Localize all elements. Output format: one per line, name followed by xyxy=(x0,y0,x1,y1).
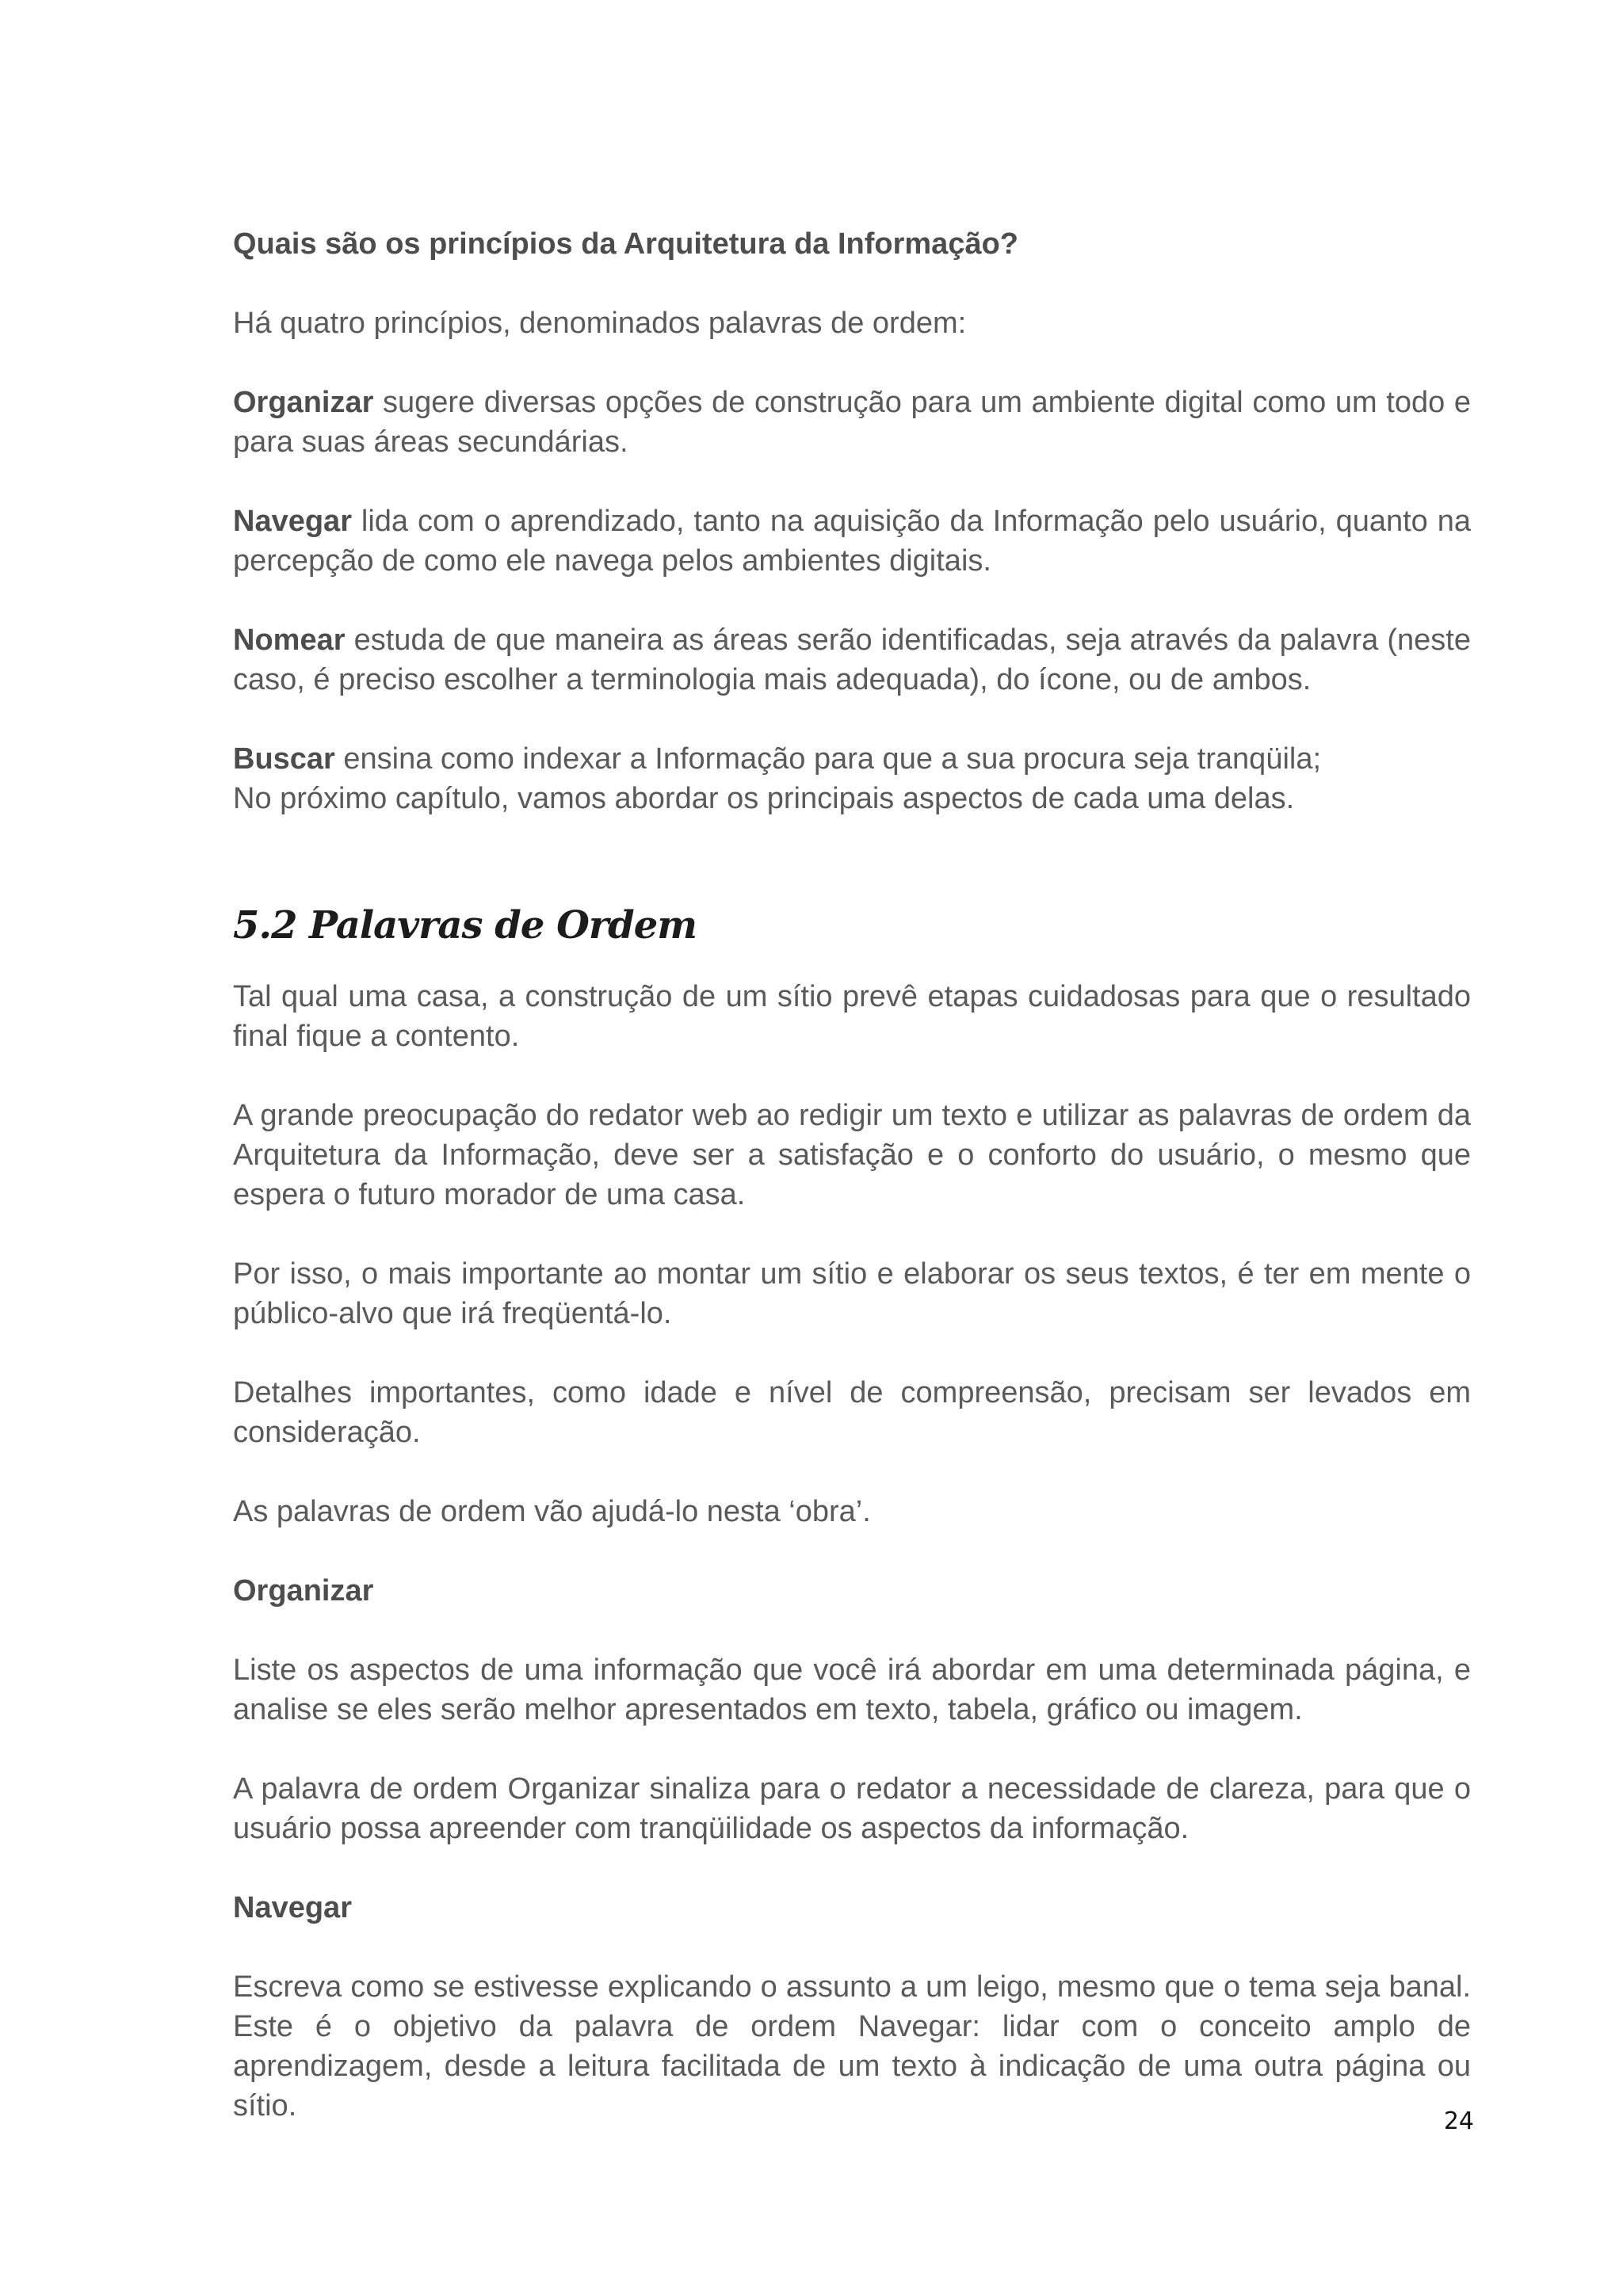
intro-paragraph: Há quatro princípios, denominados palavras de ordem: xyxy=(233,307,967,340)
principle-text: estuda de que maneira as áreas serão identificadas, seja através da palavra (neste caso, é preciso escolher a terminologia mais adequada), do ícone, ou de ambos. xyxy=(233,624,1471,696)
organizar-paragraph: A palavra de ordem Organizar sinaliza para o redator a necessidade de clareza, para que o usuário possa apreender com tranqüilidade os aspectos da informação. xyxy=(233,1772,1471,1845)
section-paragraph: As palavras de ordem vão ajudá-lo nesta ‘obra’. xyxy=(233,1495,871,1528)
section-paragraph: Por isso, o mais importante ao montar um sítio e elaborar os seus textos, é ter em mente o público-alvo que irá freqüentá-lo. xyxy=(233,1257,1471,1330)
principle-paragraph-organizar xyxy=(233,383,1471,462)
principle-term: Buscar xyxy=(233,742,335,776)
question-heading: Quais são os princípios da Arquitetura da Informação? xyxy=(233,227,1019,261)
principle-term: Navegar xyxy=(233,505,352,538)
principle-text: lida com o aprendizado, tanto na aquisição da Informação pelo usuário, quanto na percepção de como ele navega pelos ambientes digitais. xyxy=(233,505,1471,578)
section-number: 5.2 xyxy=(233,903,297,948)
section-paragraph: Tal qual uma casa, a construção de um sítio prevê etapas cuidadosas para que o resultado final fique a contento. xyxy=(233,980,1471,1053)
next-chapter-paragraph: No próximo capítulo, vamos abordar os principais aspectos de cada uma delas. xyxy=(233,782,1295,815)
section-paragraph: A grande preocupação do redator web ao redigir um texto e utilizar as palavras de ordem da Arquitetura da Informação, deve ser a satisfação e o conforto do usuário, o mesmo que espera o futuro morador de uma casa. xyxy=(233,1099,1471,1211)
page-number: 24 xyxy=(1443,2107,1474,2135)
section-heading xyxy=(233,898,1471,953)
principle-paragraph-navegar xyxy=(233,502,1471,581)
page-content xyxy=(233,224,1471,2126)
principle-term: Nomear xyxy=(233,624,346,657)
principle-paragraph-nomear xyxy=(233,620,1471,700)
organizar-paragraph: Liste os aspectos de uma informação que você irá abordar em uma determinada página, e analise se eles serão melhor apresentados em texto, tabela, gráfico ou imagem. xyxy=(233,1653,1471,1726)
navegar-paragraph: Escreva como se estivesse explicando o assunto a um leigo, mesmo que o tema seja banal. Este é o objetivo da palavra de ordem Navegar: lidar com o conceito amplo de aprendizagem, desde a leitura facilitada de um texto à indicação de uma outra página ou sítio. xyxy=(233,1970,1471,2122)
principle-text: sugere diversas opções de construção para um ambiente digital como um todo e para suas áreas secundárias. xyxy=(233,386,1471,459)
subheading-navegar: Navegar xyxy=(233,1891,352,1924)
subheading-organizar: Organizar xyxy=(233,1574,374,1608)
section-paragraph: Detalhes importantes, como idade e nível de compreensão, precisam ser levados em consideração. xyxy=(233,1376,1471,1449)
section-title: Palavras de Ordem xyxy=(309,903,697,948)
principle-term: Organizar xyxy=(233,386,374,419)
principle-text: ensina como indexar a Informação para que a sua procura seja tranqüila; xyxy=(334,742,1322,776)
principle-paragraph-buscar xyxy=(233,739,1471,779)
